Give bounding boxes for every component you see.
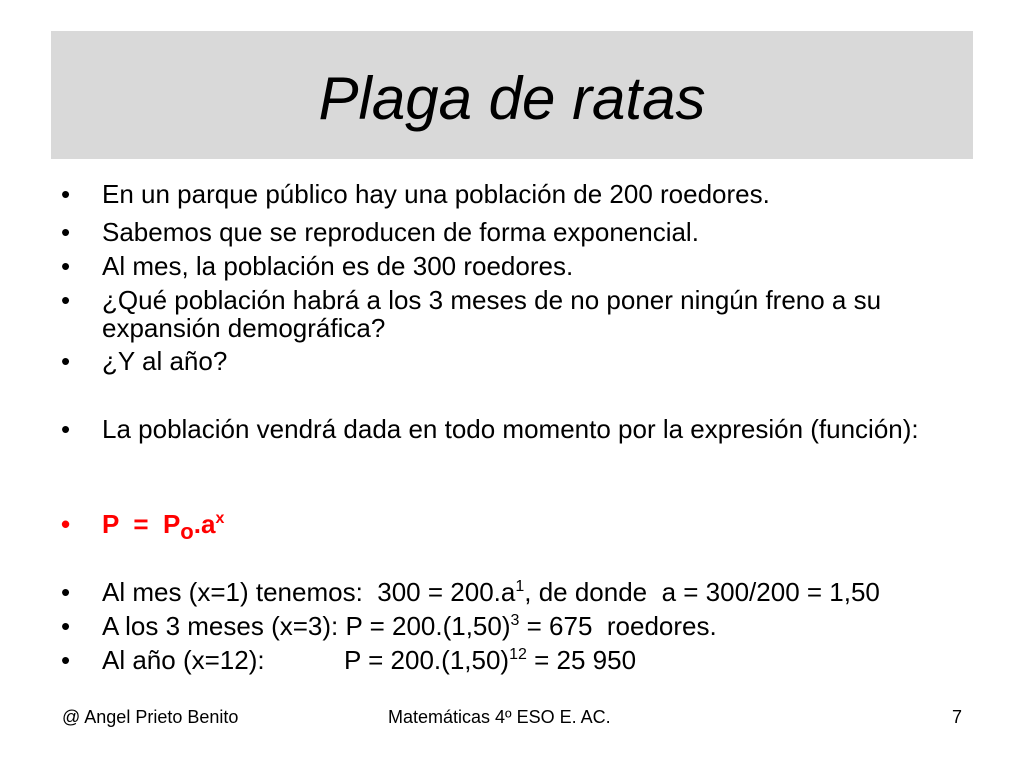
step-pre: Al año (x=12): P = 200.(1,50) — [102, 645, 510, 675]
formula-lhs: P = P — [102, 509, 181, 539]
step-text — [102, 578, 962, 606]
step-exponent: 3 — [510, 612, 520, 629]
step-exponent: 12 — [509, 646, 527, 663]
bullet-dot: • — [61, 179, 71, 209]
bullet-text: Al mes, la población es de 300 roedores. — [102, 251, 574, 281]
bullet-text: En un parque público hay una población de 200 roedores. — [102, 179, 770, 209]
formula-mid: .a — [193, 509, 216, 539]
formula — [102, 509, 962, 544]
footer-page-number: 7 — [952, 707, 963, 727]
step-text — [102, 612, 962, 640]
footer-course: Matemáticas 4º ESO E. AC. — [388, 707, 611, 727]
bullet-dot: • — [61, 285, 71, 315]
bullet-text: La población vendrá dada en todo momento por la expresión (función): — [102, 414, 919, 444]
bullet-dot: • — [61, 414, 71, 444]
step-post: = 675 roedores. — [519, 611, 717, 641]
bullet-dot: • — [61, 217, 71, 247]
bullet-dot: • — [61, 251, 71, 281]
step-exponent: 1 — [515, 578, 525, 595]
formula-subscript: o — [180, 519, 194, 544]
bullet-dot: • — [61, 611, 71, 641]
bullet-dot: • — [61, 509, 71, 539]
bullet-dot: • — [61, 645, 71, 675]
bullet-text: ¿Y al año? — [102, 346, 228, 376]
bullet-dot: • — [61, 346, 71, 376]
bullet-dot: • — [61, 577, 71, 607]
footer-author: @ Angel Prieto Benito — [62, 707, 239, 727]
bullet-text: Sabemos que se reproducen de forma exponencial. — [102, 217, 699, 247]
step-post: , de donde a = 300/200 = 1,50 — [524, 577, 880, 607]
slide-title: Plaga de ratas — [318, 65, 706, 132]
step-pre: A los 3 meses (x=3): P = 200.(1,50) — [102, 611, 511, 641]
step-pre: Al mes (x=1) tenemos: 300 = 200.a — [102, 577, 516, 607]
step-text — [102, 646, 962, 674]
step-post: = 25 950 — [526, 645, 637, 675]
formula-exponent: x — [215, 510, 225, 527]
bullet-text: ¿Qué población habrá a los 3 meses de no poner ningún freno a su expansión demográfica? — [102, 285, 882, 343]
